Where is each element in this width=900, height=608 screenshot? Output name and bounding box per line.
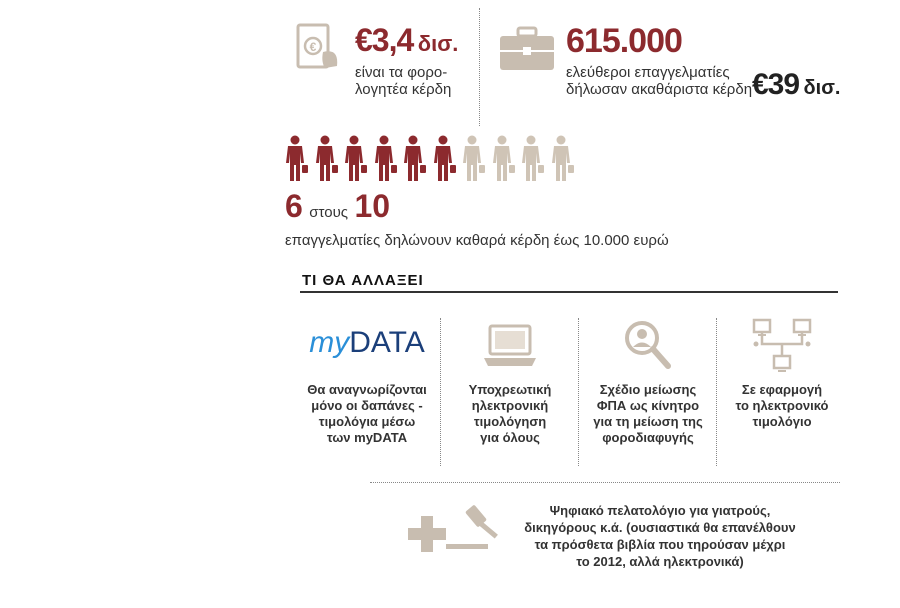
footer-line4: το 2012, αλλά ηλεκτρονικά) — [576, 554, 744, 569]
change4-line3: τιμολόγιο — [752, 414, 812, 429]
person-icon — [521, 135, 545, 183]
change2-line1: Υποχρεωτική — [468, 382, 552, 397]
stat-professionals — [490, 20, 850, 110]
change3-line2: ΦΠΑ ως κίνητρο — [596, 398, 700, 413]
mydata-logo-my: my — [309, 326, 350, 359]
section-title: ΤΙ ΘΑ ΑΛΛΑΞΕΙ — [302, 272, 424, 289]
people-pictogram — [285, 135, 585, 185]
change1-line2: μόνο οι δαπάνες - — [311, 398, 423, 413]
mydata-logo-data: DATA — [349, 326, 425, 359]
ratio-text: επαγγελματίες δηλώνουν καθαρά κέρδη έως 10.000 ευρώ — [285, 232, 669, 249]
person-icon — [462, 135, 486, 183]
change1-line1: Θα αναγνωρίζονται — [307, 382, 427, 397]
footer-block — [400, 492, 840, 602]
change4-line2: το ηλεκτρονικό — [735, 398, 829, 413]
change3-line3: για τη μείωση της — [593, 414, 703, 429]
stat1-line1: είναι τα φορο- — [355, 64, 448, 81]
ratio-den: 10 — [354, 188, 391, 224]
mydata-logo — [300, 318, 434, 376]
change2-line4: για όλους — [480, 430, 540, 445]
stat2-line1: ελεύθεροι επαγγελματίες — [566, 64, 730, 81]
medical-cross-icon — [406, 514, 448, 554]
change1-line4: των myDATA — [326, 430, 408, 445]
change3-line1: Σχέδιο μείωσης — [599, 382, 697, 397]
stat2-amount-unit: δισ. — [803, 77, 841, 99]
change3-line4: φοροδιαφυγής — [602, 430, 694, 445]
person-icon-highlighted — [285, 135, 309, 183]
change1-line3: τιμολόγια μέσω — [318, 414, 416, 429]
person-icon-highlighted — [374, 135, 398, 183]
briefcase-icon — [498, 26, 556, 72]
divider-top — [479, 8, 480, 126]
stat2-value: 615.000 — [566, 22, 682, 60]
change4-line1: Σε εφαρμογή — [741, 382, 823, 397]
search-person-icon — [620, 318, 676, 374]
person-icon-highlighted — [403, 135, 427, 183]
person-icon — [492, 135, 516, 183]
network-icon — [746, 318, 818, 374]
change-mydata — [300, 318, 434, 446]
ratio-num: 6 — [285, 188, 303, 224]
person-icon-highlighted — [344, 135, 368, 183]
gavel-icon — [444, 504, 508, 552]
footer-line2: δικηγόρους κ.ά. (ουσιαστικά θα επανέλθουν — [524, 520, 796, 535]
svg-text:€: € — [309, 40, 317, 54]
change-e-invoice-live — [722, 318, 842, 430]
divider-col-2 — [578, 318, 579, 466]
change-einvoicing — [446, 318, 574, 446]
change2-line3: τιμολόγηση — [473, 414, 547, 429]
footer-line3: τα πρόσθετα βιβλία που τηρούσαν μέχρι — [534, 537, 786, 552]
euro-banknote-icon — [295, 22, 341, 72]
stat1-unit: δισ. — [417, 31, 459, 56]
stat2-line2: δήλωσαν ακαθάριστα κέρδη — [566, 81, 753, 98]
change2-line2: ηλεκτρονική — [471, 398, 549, 413]
stat1-value: €3,4 — [355, 22, 414, 58]
stat2-amount: €39 — [752, 68, 800, 101]
stat-euro — [295, 20, 475, 100]
person-icon-highlighted — [315, 135, 339, 183]
divider-footer — [370, 482, 840, 483]
divider-col-3 — [716, 318, 717, 466]
ratio-statement — [285, 188, 735, 225]
stat1-line2: λογητέα κέρδη — [355, 81, 452, 98]
person-icon — [551, 135, 575, 183]
person-icon-highlighted — [433, 135, 457, 183]
laptop-icon — [480, 322, 540, 370]
ratio-word: στους — [309, 204, 348, 221]
section-rule — [300, 291, 838, 293]
footer-line1: Ψηφιακό πελατολόγιο για γιατρούς, — [549, 503, 771, 518]
change-vat-plan — [584, 318, 712, 446]
divider-col-1 — [440, 318, 441, 466]
